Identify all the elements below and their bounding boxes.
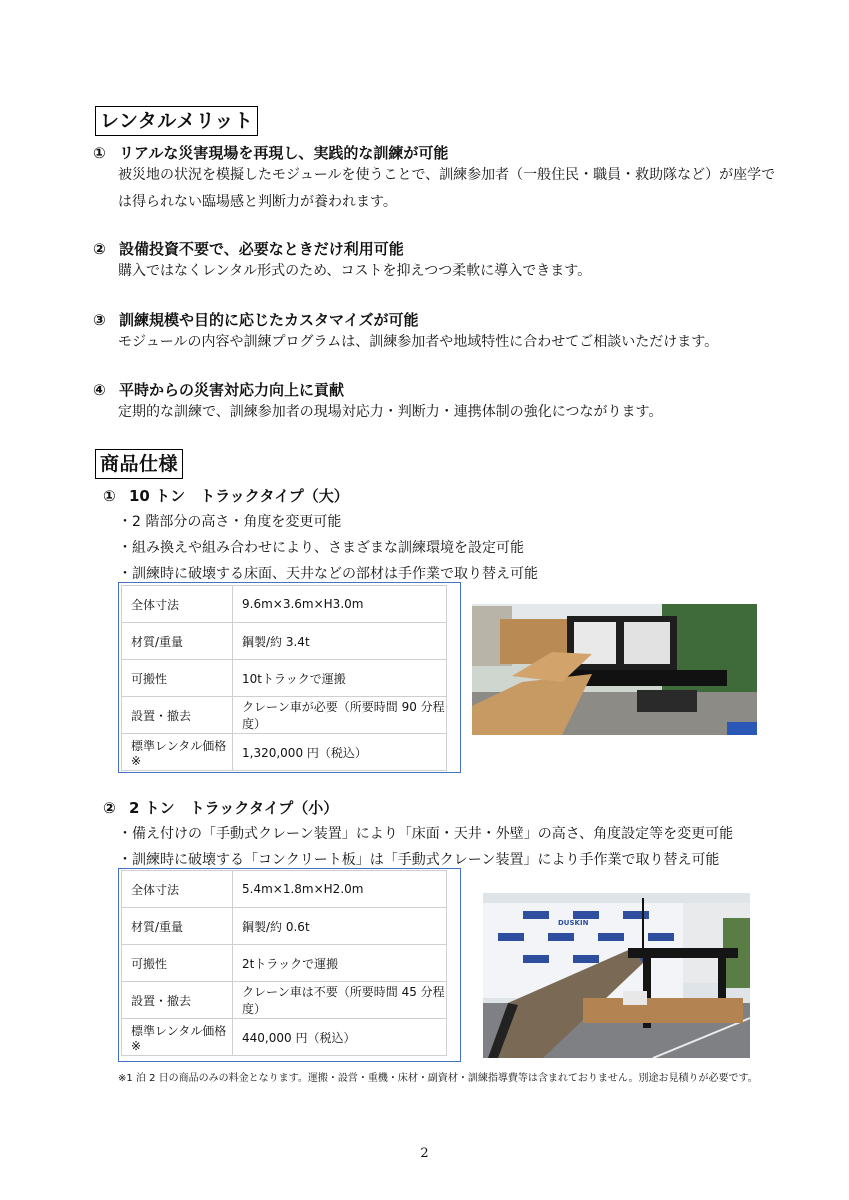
merit-2-body: 購入ではなくレンタル形式のため、コストを抑えつつ柔軟に導入できます。 — [118, 263, 592, 279]
spec-value: 9.6m×3.6m×H3.0m — [233, 586, 447, 623]
table-row — [122, 734, 447, 771]
product-1-bullet: ・2 階部分の高さ・角度を変更可能 — [118, 514, 342, 530]
product-2-heading — [103, 797, 338, 818]
product-1-number: ① — [103, 487, 116, 505]
spec-label: 全体寸法 — [122, 586, 233, 623]
merit-4-number: ④ — [93, 381, 106, 399]
specs-title: 商品仕様 — [95, 449, 183, 479]
product-1-heading-text: 10 トン トラックタイプ（大） — [129, 487, 349, 505]
merit-3-body: モジュールの内容や訓練プログラムは、訓練参加者や地域特性に合わせてご相談いただけます。 — [118, 334, 719, 350]
table-row — [122, 586, 447, 623]
spec-value: 1,320,000 円（税込） — [233, 734, 447, 771]
product-2-spec-table — [121, 870, 447, 1056]
page-number: 2 — [420, 1146, 429, 1161]
merit-1-body: 被災地の状況を模擬したモジュールを使うことで、訓練参加者（一般住民・職員・救助隊など）が座学では得られない臨場感と判断力が養われます。 — [118, 167, 776, 210]
spec-label: 設置・撤去 — [122, 697, 233, 734]
product-1-spec-table — [121, 585, 447, 771]
product-1-photo — [472, 604, 757, 735]
merit-2-heading — [93, 238, 404, 259]
product-2-bullet: ・訓練時に破壊する「コンクリート板」は「手動式クレーン装置」により手作業で取り替え可能 — [118, 852, 720, 868]
merit-3-number: ③ — [93, 311, 106, 329]
spec-value: 鋼製/約 3.4t — [233, 623, 447, 660]
product-2-heading-text: 2 トン トラックタイプ（小） — [129, 799, 339, 817]
merit-3-heading — [93, 309, 419, 330]
spec-value: 5.4m×1.8m×H2.0m — [233, 871, 447, 908]
spec-value: 2tトラックで運搬 — [233, 945, 447, 982]
product-1-bullet: ・訓練時に破壊する床面、天井などの部材は手作業で取り替え可能 — [118, 566, 538, 582]
merit-4-body: 定期的な訓練で、訓練参加者の現場対応力・判断力・連携体制の強化につながります。 — [118, 404, 663, 420]
table-row — [122, 623, 447, 660]
table-row — [122, 697, 447, 734]
merit-4-heading — [93, 379, 344, 400]
merit-2-heading-text: 設備投資不要で、必要なときだけ利用可能 — [119, 240, 404, 258]
spec-value: 10tトラックで運搬 — [233, 660, 447, 697]
product-1-bullet: ・組み換えや組み合わせにより、さまざまな訓練環境を設定可能 — [118, 540, 524, 556]
table-row — [122, 982, 447, 1019]
product-2-bullet: ・備え付けの「手動式クレーン装置」により「床面・天井・外壁」の高さ、角度設定等を変更可能 — [118, 826, 734, 842]
product-2-number: ② — [103, 799, 116, 817]
spec-value: クレーン車は不要（所要時間 45 分程度） — [233, 982, 447, 1019]
spec-value: クレーン車が必要（所要時間 90 分程度） — [233, 697, 447, 734]
table-row — [122, 660, 447, 697]
table-row — [122, 908, 447, 945]
spec-value: 鋼製/約 0.6t — [233, 908, 447, 945]
merit-4-heading-text: 平時からの災害対応力向上に貢献 — [119, 381, 345, 399]
product-2-photo — [483, 893, 750, 1058]
spec-value: 440,000 円（税込） — [233, 1019, 447, 1056]
spec-label: 標準レンタル価格※ — [122, 1019, 233, 1056]
merit-1-number: ① — [93, 144, 106, 162]
spec-label: 材質/重量 — [122, 908, 233, 945]
spec-label: 材質/重量 — [122, 623, 233, 660]
spec-label: 全体寸法 — [122, 871, 233, 908]
spec-label: 標準レンタル価格※ — [122, 734, 233, 771]
merit-1-heading — [93, 142, 448, 163]
table-row — [122, 945, 447, 982]
spec-label: 可搬性 — [122, 945, 233, 982]
spec-label: 可搬性 — [122, 660, 233, 697]
table-row — [122, 871, 447, 908]
merit-3-heading-text: 訓練規模や目的に応じたカスタマイズが可能 — [119, 311, 419, 329]
table-row — [122, 1019, 447, 1056]
merits-title: レンタルメリット — [95, 106, 258, 136]
photo-brand-text: DUSKIN — [558, 919, 589, 927]
spec-label: 設置・撤去 — [122, 982, 233, 1019]
merit-2-number: ② — [93, 240, 106, 258]
footnote: ※1 泊 2 日の商品のみの料金となります。運搬・設営・重機・床材・副資材・訓練指導費等は含まれておりません。別途お見積りが必要です。 — [118, 1073, 758, 1084]
product-1-heading — [103, 485, 349, 506]
merit-1-heading-text: リアルな災害現場を再現し、実践的な訓練が可能 — [119, 144, 449, 162]
